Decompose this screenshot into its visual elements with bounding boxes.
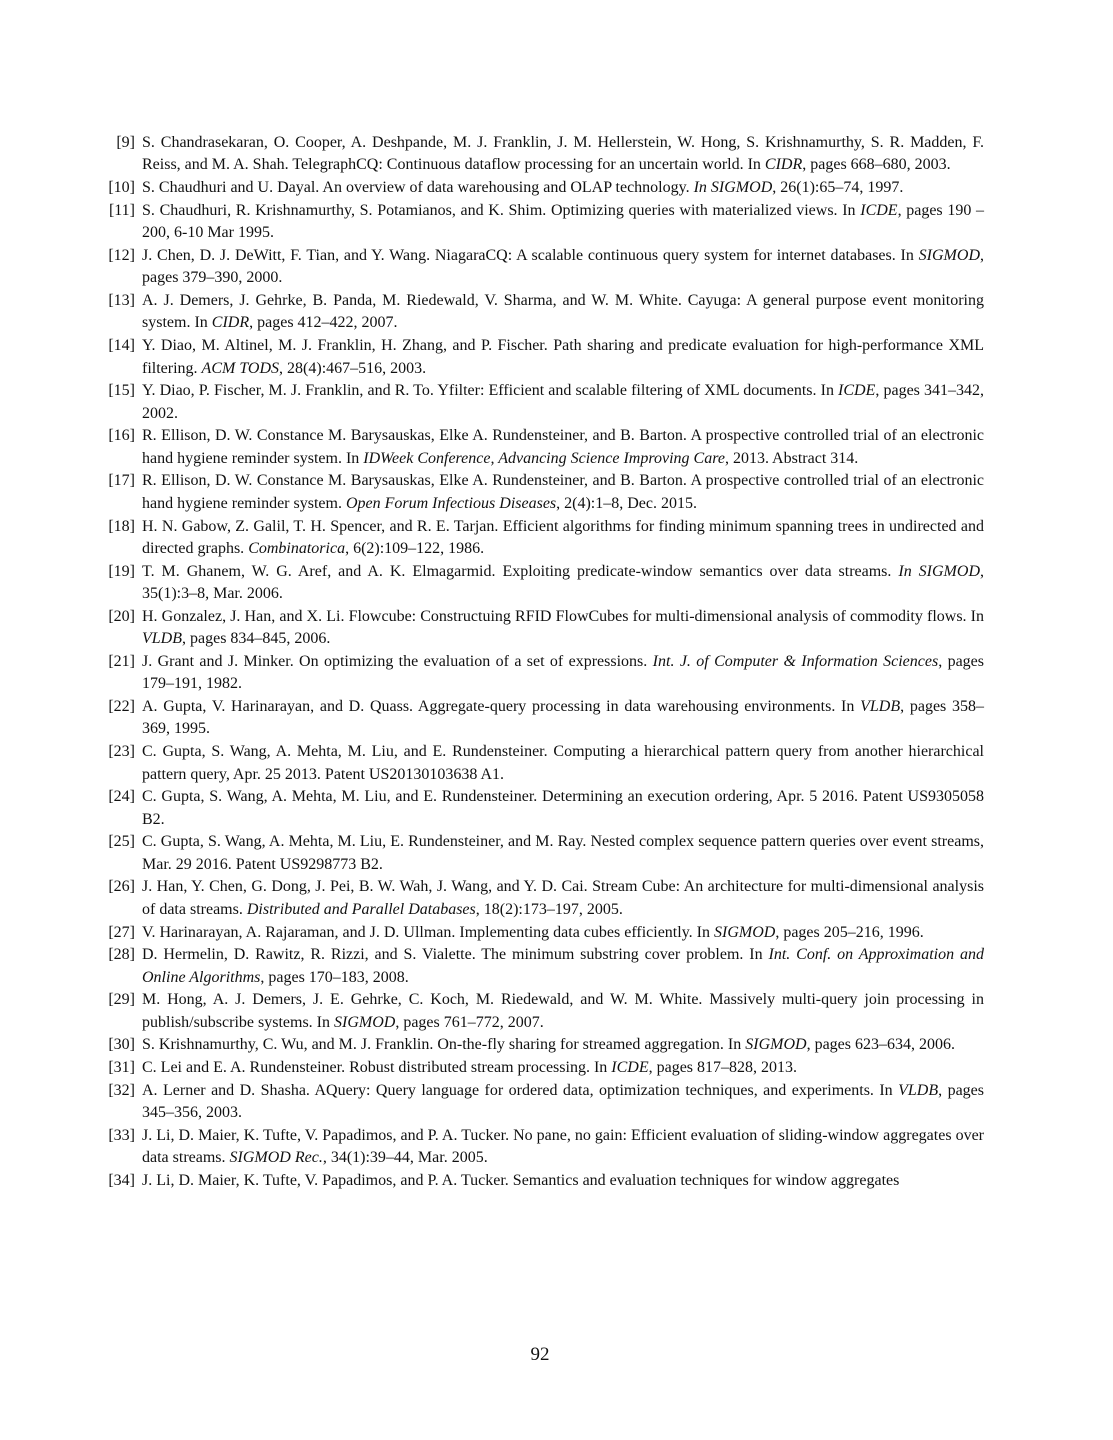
reference-text [142,470,984,515]
reference-segment: , 35(1):3–8, Mar. 2006. [142,562,984,603]
reference-segment: J. Han, Y. Chen, G. Dong, J. Pei, B. W. Wah, J. Wang, and Y. D. Cai. Stream Cube: An architecture for multi-dimensional analysis of data streams. [142,878,984,918]
reference-text [142,132,984,177]
reference-number: [29] [108,991,135,1009]
reference-segment: S. Chaudhuri, R. Krishnamurthy, S. Potamianos, and K. Shim. Optimizing queries with materialized views. In [142,201,861,219]
reference-item [100,922,984,944]
reference-text [142,1080,984,1125]
reference-venue: SIGMOD [334,1013,396,1031]
reference-text [142,516,984,561]
reference-item [100,290,984,335]
reference-segment: Y. Diao, M. Altinel, M. J. Franklin, H. Zhang, and P. Fischer. Path sharing and predicate evaluation for high-performance XML filtering. [142,337,984,377]
reference-text [142,944,984,989]
reference-segment: T. M. Ghanem, W. G. Aref, and A. K. Elmagarmid. Exploiting predicate-window semantics over data streams. [142,562,899,580]
reference-text [142,1034,984,1056]
reference-number: [23] [108,743,135,761]
reference-venue: Open Forum Infectious Diseases [345,494,557,512]
reference-number: [20] [108,607,135,625]
reference-venue: Int. Conf. on Approximation and Online Algorithms [142,946,985,986]
reference-segment: R. Ellison, D. W. Constance M. Barysauskas, Elke A. Rundensteiner, and B. Barton. A prospective controlled trial of an electronic hand hygiene reminder system. In [142,427,984,467]
reference-item [100,1057,984,1079]
reference-segment: R. Ellison, D. W. Constance M. Barysauskas, Elke A. Rundensteiner, and B. Barton. A prospective controlled trial of an electronic hand hygiene reminder system. [142,472,984,512]
reference-text [142,1125,984,1170]
reference-segment: , pages 623–634, 2006. [806,1036,956,1054]
reference-segment: , pages 170–183, 2008. [260,968,409,986]
reference-segment: H. N. Gabow, Z. Galil, T. H. Spencer, and R. E. Tarjan. Efficient algorithms for finding minimum spanning trees in undirected and directed graphs. [142,517,984,557]
reference-text [142,380,984,425]
reference-segment: , 2(4):1–8, Dec. 2015. [556,494,697,512]
reference-text [142,651,984,696]
reference-item [100,335,984,380]
reference-venue: SIGMOD [745,1036,807,1054]
reference-segment: , 28(4):467–516, 2003. [279,359,427,377]
reference-segment: , pages 205–216, 1996. [775,923,924,941]
reference-segment: , pages 379–390, 2000. [142,246,984,287]
reference-item [100,606,984,651]
reference-number: [24] [108,788,135,806]
reference-segment: Y. Diao, P. Fischer, M. J. Franklin, and R. To. Yfilter: Efficient and scalable filtering of XML documents. In [142,382,839,400]
reference-segment: , pages 761–772, 2007. [395,1013,544,1031]
reference-number: [14] [108,337,135,355]
reference-text [142,876,984,921]
reference-item [100,1080,984,1125]
reference-number: [30] [108,1036,135,1054]
reference-segment: , pages 345–356, 2003. [142,1081,984,1122]
reference-segment: , pages 358–369, 1995. [142,698,984,738]
reference-venue: ICDE [838,382,876,400]
reference-segment: J. Li, D. Maier, K. Tufte, V. Papadimos, and P. A. Tucker. Semantics and evaluation techniques for window aggregates [142,1172,900,1190]
reference-number: [26] [108,878,135,896]
reference-venue: Combinatorica [248,539,346,557]
reference-segment: , pages 817–828, 2013. [648,1059,798,1077]
reference-item [100,944,984,989]
reference-segment: C. Lei and E. A. Rundensteiner. Robust distributed stream processing. In [142,1059,612,1077]
reference-number: [19] [108,562,135,580]
reference-venue: SIGMOD [918,246,980,264]
reference-segment: , 6(2):109–122, 1986. [345,539,485,557]
reference-segment: D. Hermelin, D. Rawitz, R. Rizzi, and S. Vialette. The minimum substring cover problem. In [142,946,769,964]
reference-segment: , pages 834–845, 2006. [182,630,331,648]
reference-venue: CIDR [764,156,803,174]
reference-segment: C. Gupta, S. Wang, A. Mehta, M. Liu, and E. Rundensteiner. Computing a hierarchical pattern query from another hierarchical pattern query, Apr. 25 2013. Patent US20130103638 A1. [142,743,984,783]
page-number: 92 [530,1344,550,1365]
reference-list [100,132,984,1193]
reference-number: [17] [108,472,135,490]
reference-text [142,425,984,470]
reference-item [100,380,984,425]
reference-item [100,132,984,177]
reference-segment: , pages 668–680, 2003. [802,156,951,174]
reference-venue: VLDB [860,698,901,716]
reference-venue: VLDB [898,1081,939,1099]
reference-segment: , pages 341–342, 2002. [142,382,984,422]
reference-number: [11] [108,201,135,219]
reference-number: [33] [108,1127,135,1144]
reference-segment: , 18(2):173–197, 2005. [475,900,623,918]
reference-segment: A. Gupta, V. Harinarayan, and D. Quass. Aggregate-query processing in data warehousing environments. In [142,698,861,716]
reference-venue: CIDR [211,314,250,332]
reference-item [100,1125,984,1170]
reference-text [142,1057,984,1079]
reference-text [142,177,984,199]
reference-segment: , pages 179–191, 1982. [142,652,985,693]
reference-text [142,606,984,651]
reference-item [100,1170,984,1192]
reference-item [100,786,984,831]
reference-text [142,335,984,380]
reference-item [100,561,984,606]
reference-venue: ACM TODS [201,359,280,377]
reference-text [142,922,984,944]
reference-text [142,696,984,741]
reference-item [100,200,984,245]
reference-text [142,741,984,786]
reference-item [100,831,984,876]
reference-segment: S. Chandrasekaran, O. Cooper, A. Deshpande, M. J. Franklin, J. M. Hellerstein, W. Hong, S. Krishnamurthy, S. R. Madden, F. Reiss, and M. A. Shah. TelegraphCQ: Continuous dataflow processing for an uncertain world. In [142,134,984,174]
reference-number: [25] [108,833,135,851]
reference-item [100,516,984,561]
reference-venue: In SIGMOD [693,179,773,197]
reference-segment: V. Harinarayan, A. Rajaraman, and J. D. Ullman. Implementing data cubes efficiently. In [142,923,714,941]
reference-venue: In SIGMOD [898,562,980,580]
reference-item [100,741,984,786]
reference-number: [27] [108,923,135,941]
reference-number: [13] [108,292,135,310]
reference-text [142,290,984,335]
reference-number: [32] [108,1081,135,1099]
reference-segment: J. Chen, D. J. DeWitt, F. Tian, and Y. Wang. NiagaraCQ: A scalable continuous query system for internet databases. In [142,246,919,264]
reference-text [142,1170,984,1192]
reference-number: [22] [108,698,135,716]
reference-venue: SIGMOD Rec. [229,1149,323,1167]
reference-number: [12] [108,246,135,264]
reference-text [142,786,984,831]
reference-item [100,696,984,741]
reference-item [100,425,984,470]
reference-item [100,651,984,696]
reference-segment: S. Krishnamurthy, C. Wu, and M. J. Franklin. On-the-fly sharing for streamed aggregation. In [142,1036,746,1054]
reference-item [100,470,984,515]
reference-number: [34] [108,1172,135,1190]
reference-segment: , 2013. Abstract 314. [724,449,859,467]
reference-segment: , pages 412–422, 2007. [249,314,398,332]
reference-segment: M. Hong, A. J. Demers, J. E. Gehrke, C. Koch, M. Riedewald, and W. M. White. Massively multi-query join processing in publish/subscribe systems. In [142,991,984,1031]
reference-text [142,245,984,290]
reference-segment: A. J. Demers, J. Gehrke, B. Panda, M. Riedewald, V. Sharma, and W. M. White. Cayuga: A general purpose event monitoring system. In [142,292,984,332]
reference-segment: A. Lerner and D. Shasha. AQuery: Query language for ordered data, optimization techniques, and experiments. In [142,1081,899,1099]
reference-segment: C. Gupta, S. Wang, A. Mehta, M. Liu, E. Rundensteiner, and M. Ray. Nested complex sequence pattern queries over event streams, Mar. 29 2016. Patent US9298773 B2. [142,833,984,873]
reference-item [100,177,984,199]
reference-venue: ICDE [860,201,898,219]
reference-segment: , 26(1):65–74, 1997. [772,179,904,197]
reference-number: [9] [116,134,135,151]
reference-segment: S. Chaudhuri and U. Dayal. An overview of data warehousing and OLAP technology. [142,179,694,197]
reference-text [142,831,984,876]
reference-number: [21] [108,652,135,670]
reference-segment: , 34(1):39–44, Mar. 2005. [322,1149,488,1167]
reference-venue: IDWeek Conference, Advancing Science Improving Care [363,449,725,467]
reference-number: [15] [108,382,135,400]
reference-venue: Distributed and Parallel Databases [246,900,476,918]
reference-text [142,989,984,1034]
reference-venue: VLDB [142,630,182,648]
reference-venue: Int. J. of Computer & Information Sciences [652,652,939,670]
reference-venue: ICDE [611,1059,649,1077]
reference-segment: C. Gupta, S. Wang, A. Mehta, M. Liu, and E. Rundensteiner. Determining an execution ordering, Apr. 5 2016. Patent US9305058 B2. [142,788,984,828]
reference-segment: H. Gonzalez, J. Han, and X. Li. Flowcube: Constructuing RFID FlowCubes for multi-dimensional analysis of commodity flows. In [142,607,984,625]
reference-segment: J. Li, D. Maier, K. Tufte, V. Papadimos, and P. A. Tucker. No pane, no gain: Efficient evaluation of sliding-window aggregates over data streams. [142,1127,984,1167]
reference-text [142,200,984,245]
reference-item [100,876,984,921]
reference-number: [10] [108,179,135,197]
reference-venue: SIGMOD [713,923,776,941]
reference-segment: J. Grant and J. Minker. On optimizing the evaluation of a set of expressions. [142,652,653,670]
reference-number: [16] [108,427,135,445]
reference-item [100,989,984,1034]
reference-number: [18] [108,517,135,535]
reference-number: [28] [108,946,135,964]
reference-text [142,561,984,606]
reference-item [100,1034,984,1056]
reference-item [100,245,984,290]
reference-number: [31] [108,1059,135,1077]
reference-segment: , pages 190 – 200, 6-10 Mar 1995. [142,201,984,242]
